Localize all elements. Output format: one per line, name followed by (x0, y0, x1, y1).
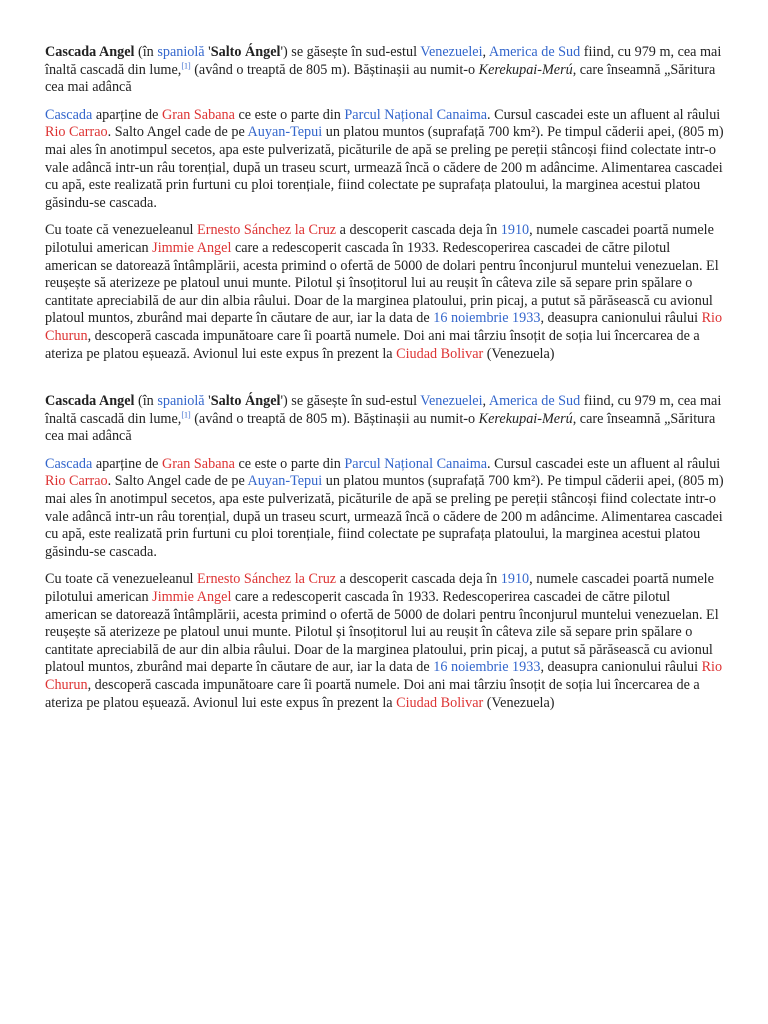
paragraph-history (45, 222, 725, 363)
link-1910[interactable]: 1910 (500, 571, 530, 588)
link-parcul-national-canaima[interactable]: Parcul Național Canaima (344, 106, 488, 123)
text-run: fiind, cu 979 m, cea mai înaltă cascadă din lume, (45, 44, 722, 78)
text-run: ce este o parte din (234, 106, 345, 123)
link-spaniola[interactable]: spaniolă (157, 44, 205, 60)
link-auyan-tepui[interactable]: Auyan-Tepui (247, 473, 323, 490)
paragraph-geography (45, 107, 725, 213)
native-name-italic: Kerekupai-Merú (478, 61, 573, 78)
text-run: (Venezuela) (483, 345, 555, 362)
link-jimmie-angel[interactable]: Jimmie Angel (152, 239, 232, 256)
text-run: (în (134, 393, 158, 410)
spanish-name-bold: Salto Ángel (210, 44, 281, 60)
text-run: (având o treaptă de 805 m). Băștinașii au numit-o (190, 410, 479, 427)
reference-link[interactable]: [1] (181, 60, 191, 70)
text-run: ') se găsește în sud-estul (280, 44, 421, 60)
link-jimmie-angel[interactable]: Jimmie Angel (152, 589, 232, 606)
text-run: ' (204, 44, 211, 60)
paragraph-intro (45, 44, 725, 97)
link-spaniola[interactable]: spaniolă (157, 393, 205, 410)
article-section-1 (45, 44, 725, 363)
text-run: ') se găsește în sud-estul (280, 393, 421, 410)
link-16-noiembrie-1933[interactable]: 16 noiembrie 1933 (433, 659, 541, 676)
link-rio-carrao[interactable]: Rio Carrao (45, 473, 108, 490)
text-run: , (482, 393, 489, 410)
text-run: , descoperă cascada impunătoare care îi poartă numele. Doi ani mai târziu însoțit de soția lui încercarea de a ateriza pe platou eșuează. Avionul lui este expus în prezent la (45, 677, 700, 711)
text-run: , (482, 44, 489, 60)
native-name-italic: Kerekupai-Merú (478, 410, 573, 427)
text-run: care a redescoperit cascada în 1933. Redescoperirea cascadei de către pilotul american se datorează întâmplării, acesta primind o ofertă de 5000 de dolari pentru înconjurul muntelui venezuelan. El reușește să aterizeze pe platoul unui munte. Pilotul și însoțitorul lui au reușit în câteva zile să separe prin spălare o cantitate apreciabilă de aur din albia râului. Doar de la marginea platoului, prin picaj, a putut să părăsească cu avionul platoul muntos, zburând mai departe în căutare de aur, iar la data de (45, 239, 719, 327)
text-run: un platou muntos (suprafață 700 km²). Pe timpul căderii apei, (805 m) mai ales în anotimpul secetos, apa este pulverizată, picăturile de apă se preling pe pereții stâncoși fiind colectate intr-o vale adâncă intr-un râu torențial, după un traseu scurt, urmează încă o cădere de 200 m adâncime. Alimentarea cascadei cu apă, este realizată prin furtuni cu ploi torențiale, fiind colectate pe suprafața platoului, la marginea acestui platou găsindu-se cascada. (45, 473, 724, 560)
link-america-de-sud[interactable]: America de Sud (488, 393, 581, 410)
link-america-de-sud[interactable]: America de Sud (488, 44, 581, 60)
paragraph-history (45, 571, 725, 712)
text-run: . Salto Angel cade de pe (107, 473, 248, 490)
link-1910[interactable]: 1910 (500, 222, 530, 239)
link-ernesto-sanchez[interactable]: Ernesto Sánchez la Cruz (197, 571, 337, 588)
text-run: fiind, cu 979 m, cea mai înaltă cascadă din lume, (45, 393, 722, 427)
link-cascada[interactable]: Cascada (45, 455, 93, 472)
text-run: , numele cascadei poartă numele pilotului american (45, 222, 714, 256)
link-auyan-tepui[interactable]: Auyan-Tepui (247, 124, 323, 141)
link-cascada[interactable]: Cascada (45, 106, 93, 123)
text-run: un platou muntos (suprafață 700 km²). Pe timpul căderii apei, (805 m) mai ales în anotimpul secetos, apa este pulverizată, picăturile de apă se preling pe pereții stâncoși fiind colectate intr-o vale adâncă intr-un râu torențial, după un traseu scurt, urmează încă o cădere de 200 m adâncime. Alimentarea cascadei cu apă, este realizată prin furtuni cu ploi torențiale, fiind colectate pe suprafața platoului, la marginea acestui platou găsindu-se cascada. (45, 124, 724, 211)
link-rio-carrao[interactable]: Rio Carrao (45, 124, 108, 141)
text-run: , deasupra canionului râului (540, 310, 702, 327)
paragraph-geography (45, 456, 725, 562)
text-run: , care înseamnă „Săritura cea mai adâncă (45, 410, 716, 445)
text-run: ce este o parte din (234, 455, 345, 472)
text-run: , deasupra canionului râului (540, 659, 702, 676)
link-ciudad-bolivar[interactable]: Ciudad Bolivar (396, 345, 484, 362)
article-page (45, 44, 725, 722)
article-section-2 (45, 393, 725, 712)
link-ciudad-bolivar[interactable]: Ciudad Bolivar (396, 694, 484, 711)
link-parcul-national-canaima[interactable]: Parcul Național Canaima (344, 455, 488, 472)
text-run: (în (134, 44, 158, 60)
text-run: Cu toate că venezueleanul (45, 222, 198, 239)
text-run: , numele cascadei poartă numele pilotului american (45, 571, 714, 606)
text-run: . Salto Angel cade de pe (107, 124, 248, 141)
link-venezuelei[interactable]: Venezuelei (420, 44, 483, 60)
link-rio-churun[interactable]: Rio Churun (45, 310, 723, 344)
text-run: , care înseamnă „Săritura cea mai adâncă (45, 61, 716, 96)
spanish-name-bold: Salto Ángel (210, 393, 281, 410)
link-gran-sabana[interactable]: Gran Sabana (162, 106, 235, 123)
text-run: (având o treaptă de 805 m). Băștinașii au numit-o (190, 61, 479, 78)
reference-link[interactable]: [1] (181, 409, 191, 419)
link-gran-sabana[interactable]: Gran Sabana (162, 455, 235, 472)
article-title-bold: Cascada Angel (45, 393, 135, 410)
text-run: Cu toate că venezueleanul (45, 571, 198, 588)
article-title-bold: Cascada Angel (45, 44, 135, 60)
link-rio-churun[interactable]: Rio Churun (45, 659, 723, 693)
text-run: (Venezuela) (483, 694, 555, 711)
text-run: aparține de (92, 455, 162, 472)
link-16-noiembrie-1933[interactable]: 16 noiembrie 1933 (433, 310, 541, 327)
text-run: a descoperit cascada deja în (336, 222, 501, 239)
text-run: . Cursul cascadei este un afluent al râului (487, 106, 721, 123)
link-ernesto-sanchez[interactable]: Ernesto Sánchez la Cruz (197, 222, 337, 239)
text-run: . Cursul cascadei este un afluent al râului (487, 455, 721, 472)
paragraph-intro (45, 393, 725, 446)
link-venezuelei[interactable]: Venezuelei (420, 393, 483, 410)
text-run: , descoperă cascada impunătoare care îi poartă numele. Doi ani mai târziu însoțit de soția lui încercarea de a ateriza pe platou eșuează. Avionul lui este expus în prezent la (45, 327, 700, 362)
text-run: care a redescoperit cascada în 1933. Redescoperirea cascadei de către pilotul american se datorează întâmplării, acesta primind o ofertă de 5000 de dolari pentru înconjurul muntelui venezuelan. El reușește să aterizeze pe platoul unui munte. Pilotul și însoțitorul lui au reușit în câteva zile să separe prin spălare o cantitate apreciabilă de aur din albia râului. Doar de la marginea platoului, prin picaj, a putut să părăsească cu avionul platoul muntos, zburând mai departe în căutare de aur, iar la data de (45, 589, 719, 676)
text-run: aparține de (92, 106, 162, 123)
text-run: ' (204, 393, 211, 410)
text-run: a descoperit cascada deja în (336, 571, 501, 588)
